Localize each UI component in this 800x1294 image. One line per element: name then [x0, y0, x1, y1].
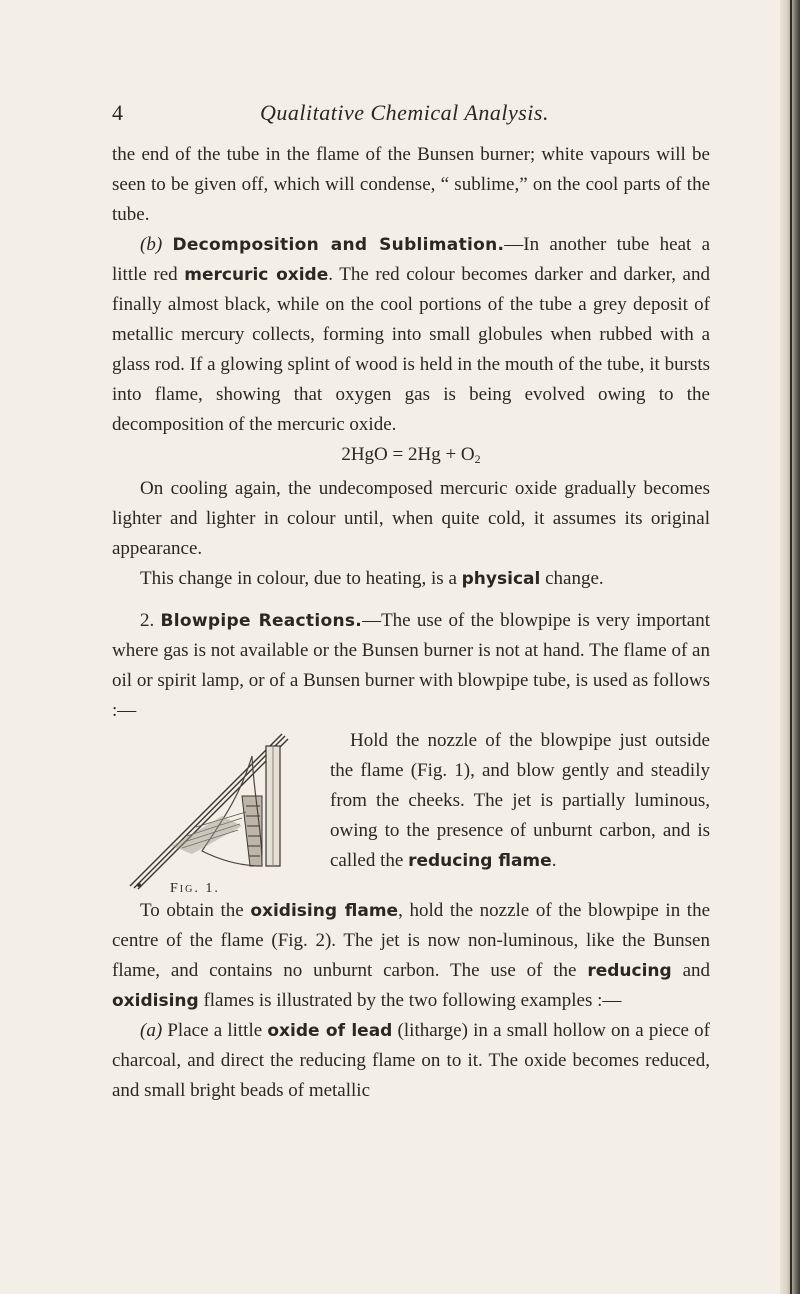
paragraph-4-text-b: change. [540, 568, 604, 589]
subsection-label: (b) [140, 234, 163, 255]
blowpipe-illustration [112, 726, 322, 896]
term-reducing-flame: reducing flame [408, 851, 552, 871]
paragraph-7-text-d: flames is illustrated by the two following examples :— [198, 990, 622, 1011]
term-oxide-of-lead: oxide of lead [267, 1021, 393, 1041]
page-header [112, 100, 712, 128]
paragraph-1-text: the end of the tube in the flame of the Bunsen burner; white vapours will be seen to be given off, which will condense, “ sublime,” on the cool parts of the tube. [112, 144, 710, 225]
subsection-heading: Decomposition and Sublimation. [172, 235, 505, 255]
section-number: 2. [140, 610, 155, 631]
figure-wrap-block [112, 726, 710, 896]
paragraph-decomposition [112, 230, 710, 440]
term-reducing: reducing [587, 961, 672, 981]
paragraph-physical-change [112, 564, 710, 594]
paragraph-oxidising-flame [112, 896, 710, 1016]
figure-caption: Fig. 1. [170, 881, 220, 896]
running-title: Qualitative Chemical Analysis. [260, 100, 549, 125]
equation-subscript: 2 [474, 452, 481, 466]
term-physical: physical [461, 569, 541, 589]
paragraph-5-text: —The use of the blowpipe is very important where gas is not available or the Bunsen burner is not at hand. The flame of an oil or spirit lamp, or of a Bunsen burner with blowpipe tube, is used as follows :— [112, 610, 711, 721]
term-oxidising-flame: oxidising flame [250, 901, 399, 921]
paragraph-6-text-a: Hold the nozzle of the blowpipe just outside the flame (Fig. 1), and blow gently and steadily from the cheeks. The jet is partially luminous, owing to the presence of unburnt carbon, and is called the [330, 730, 710, 871]
example-label: (a) [140, 1020, 163, 1041]
term-mercuric-oxide: mercuric oxide [184, 265, 329, 285]
paragraph-cooling [112, 474, 710, 564]
equation-text: 2HgO = 2Hg + O [341, 444, 475, 465]
paragraph-example-a [112, 1016, 710, 1106]
paragraph-4-text-a: This change in colour, due to heating, is a [140, 568, 462, 589]
page-body [112, 140, 710, 1106]
paragraph-2-text-b: . The red colour becomes darker and darker, and finally almost black, while on the cool portions of the tube a grey deposit of metallic mercury collects, forming into small globules when rubbed with a glass rod. If a glowing splint of wood is held in the mouth of the tube, it bursts into flame, showing that oxygen gas is being evolved owing to the decomposition of the mercuric oxide. [112, 264, 710, 435]
paragraph-blowpipe-intro [112, 606, 710, 726]
paragraph-7-text-c: and [671, 960, 710, 981]
book-gutter-line [790, 0, 792, 1294]
section-heading: Blowpipe Reactions. [160, 611, 363, 631]
paragraph-8-text-a: Place a little [162, 1020, 268, 1041]
section-spacer [112, 594, 710, 606]
paragraph-8-text-b: (litharge) in a small hollow on a piece of charcoal, and direct the reducing flame on to it. The oxide becomes reduced, and small bright beads of metallic [112, 1020, 710, 1101]
page-number: 4 [112, 100, 123, 125]
paragraph-1 [112, 140, 710, 230]
paragraph-6-text-b: . [551, 850, 557, 871]
term-oxidising: oxidising [112, 991, 199, 1011]
paragraph-3-text: On cooling again, the undecomposed mercuric oxide gradually becomes lighter and lighter in colour until, when quite cold, it assumes its original appearance. [112, 478, 710, 559]
paragraph-7-text-a: To obtain the [140, 900, 251, 921]
chemical-equation [112, 440, 710, 474]
figure-1 [112, 726, 322, 896]
paragraph-7-text-b: , hold the nozzle of the blowpipe in the centre of the flame (Fig. 2). The jet is now non-luminous, like the Bunsen flame, and contains no unburnt carbon. The use of the [112, 900, 711, 981]
paragraph-2-text-a: —In another tube heat a little red [112, 234, 710, 285]
